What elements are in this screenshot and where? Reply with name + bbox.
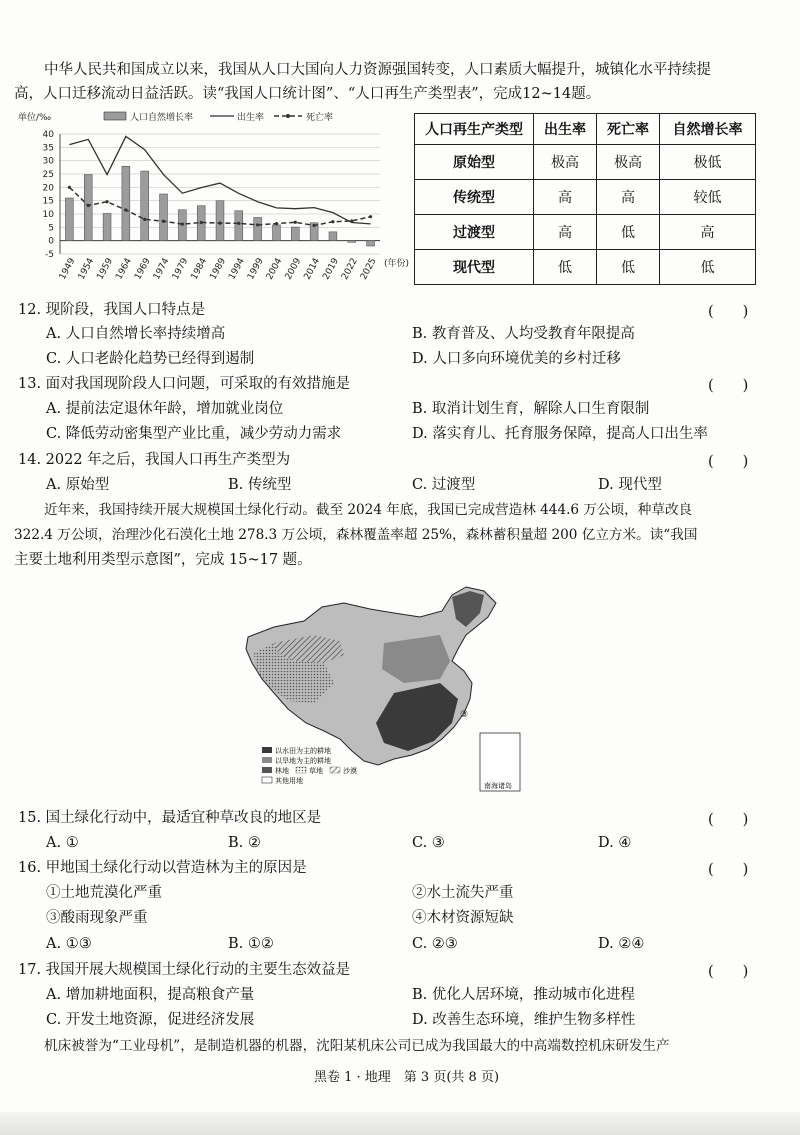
scan-edge [0,1112,800,1135]
page-footer: 黑卷 1 · 地理 第 3 页(共 8 页) [314,1070,500,1085]
legend-bar-swatch [104,112,126,120]
q17-option-c: C. 开发土地资源，促进经济发展 [46,1012,255,1028]
table-cell: 高 [534,215,597,250]
legend-desert-swatch [330,767,340,773]
q14-option-c: C. 过渡型 [412,477,476,493]
reproduction-type-table [414,113,756,285]
table-cell: 现代型 [415,250,534,285]
y-tick-label: -5 [45,250,54,260]
q16-stem: 16. 甲地国土绿化行动以营造林为主的原因是 [18,860,307,876]
bar-natural-growth [367,241,375,246]
bar-natural-growth [329,232,337,241]
legend-grass: 草地 [309,767,323,775]
q15-option-a: A. ① [46,835,79,851]
q16-statement-1: ①土地荒漠化严重 [46,885,162,901]
table-header: 人口再生产类型 [415,114,534,145]
q15-stem: 15. 国土绿化行动中，最适宜种草改良的地区是 [18,810,322,826]
y-tick-label: 35 [42,143,54,154]
legend-dryland: 以旱地为主的耕地 [275,757,331,765]
point-death-rate [256,223,259,226]
x-tick-label: 2004 [264,256,285,282]
table-header: 自然增长率 [660,114,756,145]
x-tick-label: 1954 [76,256,97,282]
x-tick-label: 1959 [95,256,116,282]
legend-natural-growth: 人口自然增长率 [130,113,194,123]
table-cell: 低 [597,250,660,285]
y-tick-label: 30 [42,156,54,167]
q14-answer-paren[interactable]: ( ) [708,454,749,470]
q15-option-d: D. ④ [598,835,632,851]
q13-option-d: D. 落实育儿、托育服务保障，提高人口出生率 [412,426,708,442]
legend-dryland-swatch [262,757,272,763]
bar-natural-growth [273,225,281,241]
q12-option-b: B. 教育普及、人均受教育年限提高 [412,326,635,342]
q16-option-b: B. ①② [228,936,274,952]
y-tick-label: 0 [48,236,54,247]
legend-grass-swatch [296,767,306,773]
point-death-rate [181,223,184,226]
q13-answer-paren[interactable]: ( ) [708,378,749,394]
point-death-rate [369,215,372,218]
bar-natural-growth [122,166,130,240]
table-cell: 低 [534,250,597,285]
table-cell: 高 [534,180,597,215]
q13-option-c: C. 降低劳动密集型产业比重，减少劳动力需求 [46,426,342,442]
table-row [415,145,756,180]
point-death-rate [124,208,127,211]
bar-natural-growth [103,213,111,240]
q16-statement-4: ④木材资源短缺 [412,910,514,926]
map-marker-3: ③ [460,710,469,720]
table-cell: 高 [660,215,756,250]
x-tick-label: 2025 [359,256,379,282]
q14-stem: 14. 2022 年之后，我国人口再生产类型为 [18,452,291,468]
q13-option-a: A. 提前法定退休年龄，增加就业岗位 [46,401,284,417]
point-death-rate [143,218,146,221]
bar-natural-growth [65,198,73,241]
x-tick-label: 1969 [133,256,153,282]
chart-unit-label: 单位/‰ [18,113,52,123]
q16-statement-2: ②水土流失严重 [412,885,514,901]
table-cell: 原始型 [415,145,534,180]
legend-forest: 林地 [275,767,289,775]
q16-option-c: C. ②③ [412,936,458,952]
population-chart [12,106,412,294]
x-axis-label: (年份) [384,259,410,269]
land-use-map [244,583,529,798]
point-death-rate [350,219,353,222]
y-tick-label: 10 [42,210,54,220]
bar-natural-growth [141,171,149,241]
intro-line-2: 高，人口迁移流动日益活跃。读“我国人口统计图”、“人口再生产类型表”，完成12~14题。 [14,86,601,102]
q17-stem: 17. 我国开展大规模国土绿化行动的主要生态效益是 [18,962,351,978]
bar-natural-growth [235,211,243,241]
x-tick-label: 1984 [189,256,210,282]
point-death-rate [331,220,334,223]
bar-natural-growth [84,175,92,241]
y-tick-label: 20 [42,183,54,194]
x-tick-label: 1949 [57,256,78,282]
bar-natural-growth [160,194,168,241]
q15-answer-paren[interactable]: ( ) [708,812,749,828]
y-tick-label: 40 [42,130,54,140]
table-cell: 较低 [660,180,756,215]
point-death-rate [162,220,165,223]
legend-paddy-swatch [262,747,272,753]
table-row [415,215,756,250]
q15-option-c: C. ③ [412,835,445,851]
table-cell: 高 [597,180,660,215]
x-tick-label: 1999 [246,256,266,282]
bar-natural-growth [291,227,299,241]
point-death-rate [237,222,240,225]
table-row [415,250,756,285]
q16-option-d: D. ②④ [598,936,645,952]
table-cell: 低 [597,215,660,250]
legend-desert: 沙漠 [343,767,357,775]
q12-option-a: A. 人口自然增长率持续增高 [46,326,226,342]
point-death-rate [87,204,90,207]
x-tick-label: 1994 [227,256,247,282]
x-tick-label: 1979 [170,256,191,282]
intro2-line-1: 近年来，我国持续开展大规模国土绿化行动。截至 2024 年底，我国已完成营造林 444.6 万公顷，种草改良 [44,502,693,518]
q13-stem: 13. 面对我国现阶段人口问题，可采取的有效措施是 [18,376,351,392]
point-death-rate [200,221,203,224]
y-tick-label: 25 [42,170,54,180]
point-death-rate [218,221,221,224]
x-tick-label: 1989 [208,256,229,282]
q13-option-b: B. 取消计划生育，解除人口生育限制 [412,401,650,417]
table-cell: 极低 [660,145,756,180]
q12-answer-paren[interactable]: ( ) [708,304,749,320]
point-death-rate [294,221,297,224]
intro3-line-1: 机床被誉为“工业母机”，是制造机器的机器，沈阳某机床公司已成为我国最大的中高端数控机床研发生产 [44,1038,670,1054]
x-tick-label: 2022 [340,256,360,282]
x-tick-label: 2019 [321,256,341,282]
legend-other-swatch [262,777,272,783]
legend-death-dot [286,114,290,118]
table-cell: 低 [660,250,756,285]
y-tick-label: 5 [48,223,54,234]
q17-option-b: B. 优化人居环境，推动城市化进程 [412,987,635,1003]
bar-natural-growth [254,217,262,240]
bar-natural-growth [348,241,356,243]
q16-option-a: A. ①③ [46,936,92,952]
q17-option-d: D. 改善生态环境，维护生物多样性 [412,1012,636,1028]
intro2-line-3: 主要土地利用类型示意图”，完成 15~17 题。 [14,552,312,568]
x-tick-label: 2009 [283,256,304,282]
x-tick-label: 1974 [151,256,172,282]
q15-option-b: B. ② [228,835,261,851]
intro-line-1: 中华人民共和国成立以来，我国从人口大国向人力资源强国转变，人口素质大幅提升，城镇化水平持续提 [44,62,711,78]
x-tick-label: 1964 [114,256,134,282]
table-cell: 过渡型 [415,215,534,250]
table-cell: 极高 [534,145,597,180]
legend-paddy: 以水田为主的耕地 [275,747,331,755]
inset-label: 南海诸岛 [484,782,512,790]
point-death-rate [105,200,108,203]
point-death-rate [313,224,316,227]
intro2-line-2: 322.4 万公顷，治理沙化石漠化土地 278.3 万公顷，森林覆盖率超 25%，森林蓄积量超 200 亿立方米。读“我国 [14,527,698,543]
q16-statement-3: ③酸雨现象严重 [46,910,148,926]
legend-birth-rate: 出生率 [237,113,265,123]
q14-option-a: A. 原始型 [46,477,110,493]
q14-option-b: B. 传统型 [228,477,292,493]
table-header: 出生率 [534,114,597,145]
q17-option-a: A. 增加耕地面积，提高粮食产量 [46,987,255,1003]
y-tick-label: 15 [42,196,54,207]
legend-other: 其他用地 [275,777,303,785]
legend-death-rate: 死亡率 [306,113,334,123]
q12-option-d: D. 人口多向环境优美的乡村迁移 [412,351,621,367]
point-death-rate [68,186,71,189]
x-tick-label: 2014 [302,256,323,282]
table-row [415,180,756,215]
legend-forest-swatch [262,767,272,773]
q14-option-d: D. 现代型 [598,477,662,493]
q17-answer-paren[interactable]: ( ) [708,964,749,980]
q12-stem: 12. 现阶段，我国人口特点是 [18,302,206,318]
point-death-rate [275,222,278,225]
table-cell: 传统型 [415,180,534,215]
table-cell: 极高 [597,145,660,180]
bar-natural-growth [216,201,224,241]
q16-answer-paren[interactable]: ( ) [708,862,749,878]
table-header: 死亡率 [597,114,660,145]
q12-option-c: C. 人口老龄化趋势已经得到遏制 [46,351,255,367]
